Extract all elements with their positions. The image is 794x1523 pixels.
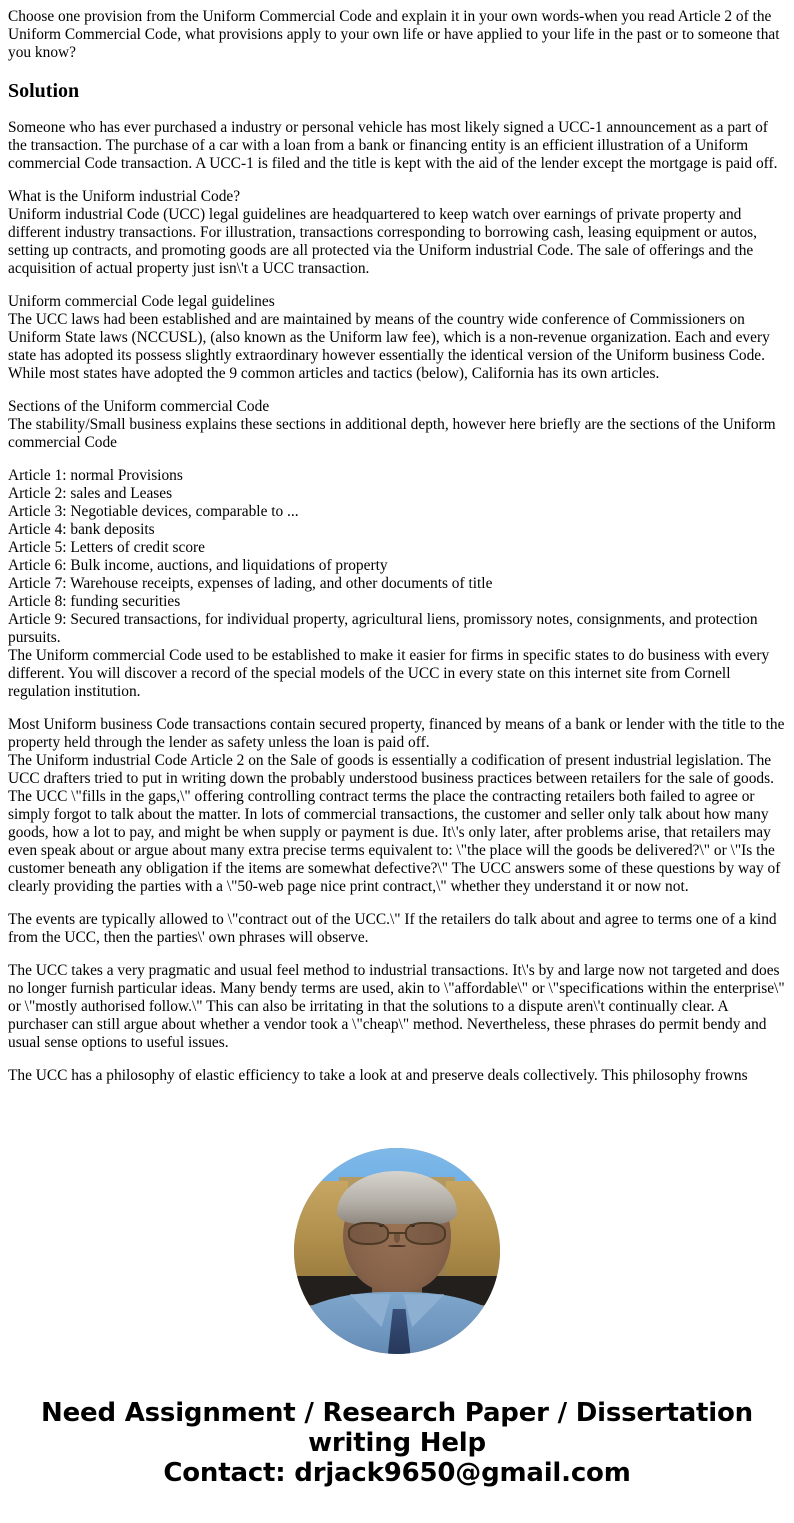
article-list-item: Article 9: Secured transactions, for individual property, agricultural liens, promissory notes, consignments, and protection pursuits. bbox=[8, 611, 758, 646]
secured-property-paragraph: Most Uniform business Code transactions contain secured property, financed by means of a bank or lender with the title to the property held through the lender as safety unless the loan is paid off. bbox=[8, 716, 785, 751]
avatar bbox=[294, 1148, 500, 1354]
section-heading-what-is-ucc: What is the Uniform industrial Code? bbox=[8, 188, 241, 205]
article-list-item: Article 1: normal Provisions bbox=[8, 467, 183, 484]
article-list-item: Article 7: Warehouse receipts, expenses of lading, and other documents of title bbox=[8, 575, 493, 592]
footer-contact-email: Contact: drjack9650@gmail.com bbox=[163, 1458, 631, 1488]
section-heading-legal-guidelines: Uniform commercial Code legal guidelines bbox=[8, 293, 275, 310]
section-heading-sections: Sections of the Uniform commercial Code bbox=[8, 398, 270, 415]
footer-line-1: Need Assignment / Research Paper / Dissertation bbox=[41, 1398, 753, 1428]
pragmatic-approach-paragraph: The UCC takes a very pragmatic and usual feel method to industrial transactions. It\'s by and large now not targeted and does no longer furnish particular ideas. Many bendy terms are used, akin to \"affordable\" or \"specifications within the enterprise\" or \"mostly authorised follow.\" This can also be irritating in that the solutions to a dispute aren\'t continually clear. A purchaser can still argue about whether a vendor took a \"cheap\" method. Nevertheless, these phrases do permit bendy and usual sense options to useful issues. bbox=[8, 962, 785, 1051]
footer-call-to-action bbox=[0, 1398, 794, 1488]
avatar-container bbox=[0, 1148, 794, 1358]
avatar-lens-left bbox=[348, 1222, 390, 1245]
glasses-icon bbox=[348, 1222, 447, 1245]
contract-out-paragraph: The events are typically allowed to \"contract out of the UCC.\" If the retailers do talk about and agree to terms one of a kind from the UCC, then the parties\' own phrases will observe. bbox=[8, 911, 777, 946]
page-title: Solution bbox=[8, 80, 80, 102]
articles-followup-paragraph: The Uniform commercial Code used to be established to make it easier for firms in specific states to do business with every different. You will discover a record of the special models of the UCC in every state on this internet site from Cornell regulation institution. bbox=[8, 647, 770, 700]
footer-line-2: writing Help bbox=[308, 1428, 486, 1458]
elastic-philosophy-paragraph-truncated: The UCC has a philosophy of elastic efficiency to take a look at and preserve deals collectively. This philosophy frowns bbox=[8, 1067, 748, 1084]
avatar-mouth bbox=[388, 1245, 405, 1248]
article-list-item: Article 4: bank deposits bbox=[8, 521, 155, 538]
section-body-what-is-ucc: Uniform industrial Code (UCC) legal guidelines are headquartered to keep watch over earnings of private property and different industry transactions. For illustration, transactions corresponding to borrowing cash, leasing equipment or autos, setting up contracts, and promoting goods are all protected via the Uniform industrial Code. The sale of offerings and the acquisition of actual property just isn\'t a UCC transaction. bbox=[8, 206, 758, 277]
article2-explanation-paragraph: The Uniform industrial Code Article 2 on the Sale of goods is essentially a codification of present industrial legislation. The UCC drafters tried to put in writing down the probably understood business practices between retailers for the sale of goods. The UCC \"fills in the gaps,\" offering controlling contract terms the place the contracting retailers both failed to agree or simply forgot to talk about the matter. In lots of commercial transactions, the customer and seller only talk about how many goods, how a lot to pay, and might be when supply or payment is due. It\'s only later, after problems arise, that retailers may even speak about or argue about many extra precise terms equivalent to: \"the place will the goods be delivered?\" or \"Is the customer beneath any obligation if the items are somewhat defective?\" The UCC answers some of these questions by way of clearly providing the parties with a \"50-web page nice print contract,\" whether they understand it or now not. bbox=[8, 752, 781, 895]
article-list-item: Article 5: Letters of credit score bbox=[8, 539, 205, 556]
article-list-item: Article 6: Bulk income, auctions, and liquidations of property bbox=[8, 557, 388, 574]
article-list-item: Article 8: funding securities bbox=[8, 593, 181, 610]
section-body-sections: The stability/Small business explains these sections in additional depth, however here briefly are the sections of the Uniform commercial Code bbox=[8, 416, 776, 451]
assignment-prompt: Choose one provision from the Uniform Commercial Code and explain it in your own words-when you read Article 2 of the Uniform Commercial Code, what provisions apply to your own life or have applied to your life in the past or to someone that you know? bbox=[8, 8, 780, 61]
avatar-lens-right bbox=[405, 1222, 447, 1245]
article-list-item: Article 2: sales and Leases bbox=[8, 485, 173, 502]
section-body-legal-guidelines: The UCC laws had been established and are maintained by means of the country wide conference of Commissioners on Uniform State laws (NCCUSL), (also known as the Uniform law fee), which is a non-revenue organization. Each and every state has adopted its possess slightly extraordinary however essentially the identical version of the Uniform business Code. While most states have adopted the 9 common articles and tactics (below), California has its own articles. bbox=[8, 311, 770, 382]
avatar-glasses-bridge bbox=[389, 1232, 405, 1234]
solution-intro-paragraph: Someone who has ever purchased a industry or personal vehicle has most likely signed a UCC-1 announcement as a part of the transaction. The purchase of a car with a loan from a bank or financing entity is an efficient illustration of a Uniform commercial Code transaction. A UCC-1 is filed and the title is kept with the aid of the lender except the mortgage is paid off. bbox=[8, 119, 778, 172]
article-list-item: Article 3: Negotiable devices, comparable to ... bbox=[8, 503, 299, 520]
